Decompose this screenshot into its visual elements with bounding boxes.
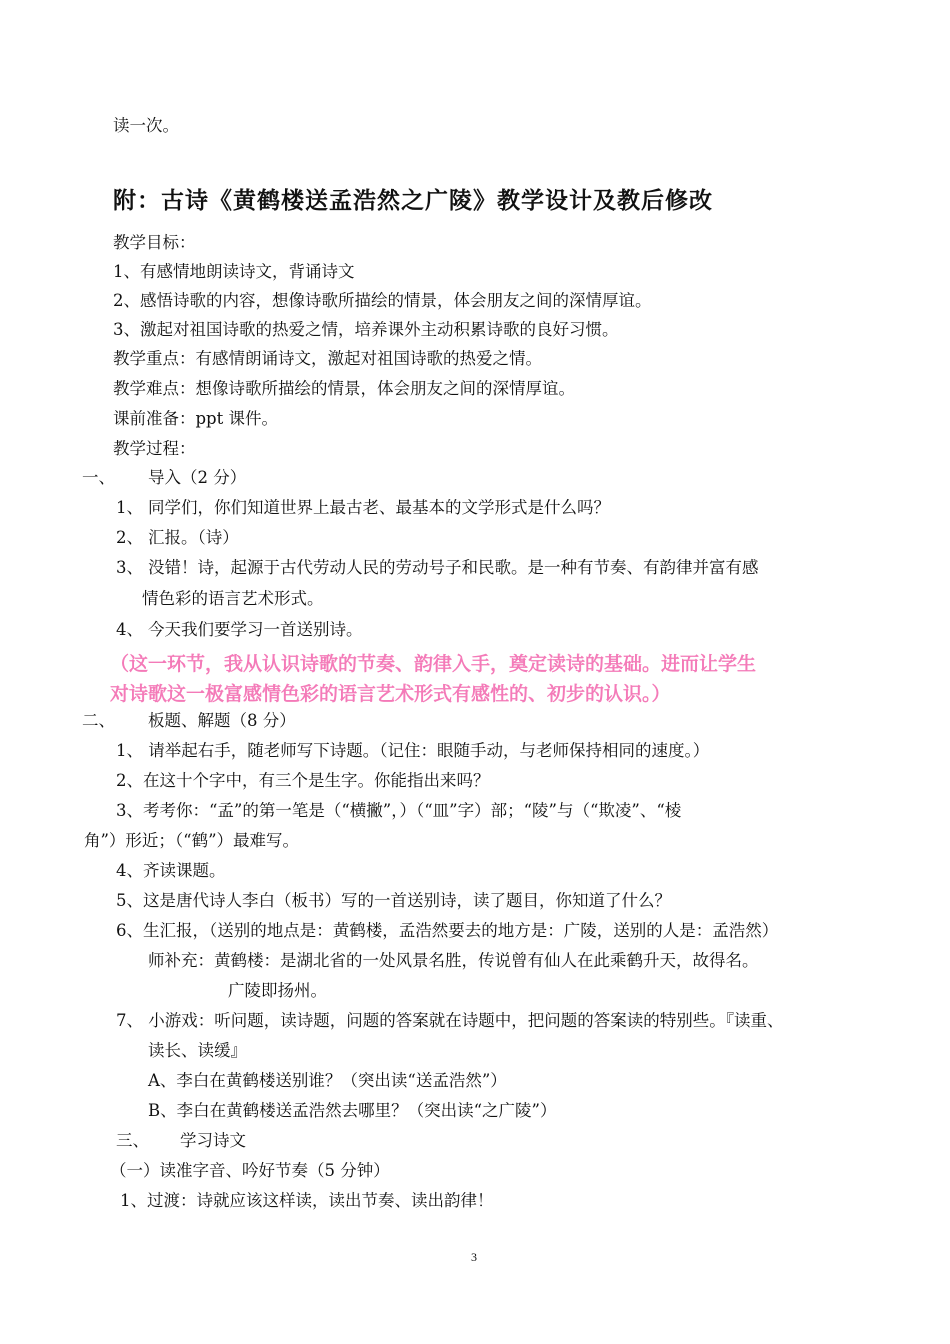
text-line: 1、 请举起右手，随老师写下诗题。（记住：眼随手动，与老师保持相同的速度。） [116, 741, 710, 760]
text-line: 教学目标： [113, 233, 196, 252]
item-text: 没错！诗，起源于古代劳动人民的劳动号子和民歌。是一种有节奏、有韵律并富有感 [148, 558, 759, 577]
text-line: 3、考考你：“孟”的第一笔是（“横撇”，）（“皿”字）部；“陵”与（“欺凌”、“棱 [116, 801, 682, 820]
section-number: 二、 [82, 711, 115, 730]
page-number: 3 [471, 1250, 477, 1264]
text-line: 读长、读缓』 [148, 1041, 247, 1060]
text-line: 课前准备：ppt 课件。 [113, 409, 278, 428]
item-number: 2、 [116, 528, 143, 547]
text-line: 6、生汇报，（送别的地点是：黄鹤楼，孟浩然要去的地方是：广陵，送别的人是：孟浩然） [116, 921, 779, 940]
text-line: 2、在这十个字中，有三个是生字。你能指出来吗？ [116, 771, 490, 790]
text-line: 教学重点：有感情朗诵诗文，激起对祖国诗歌的热爱之情。 [113, 349, 542, 368]
section-number: 三、 [116, 1131, 149, 1150]
item-text: 汇报。（诗） [148, 528, 239, 547]
text-line: 2、感悟诗歌的内容，想像诗歌所描绘的情景，体会朋友之间的深情厚谊。 [113, 291, 652, 310]
text-line: A、李白在黄鹤楼送别谁？（突出读“送孟浩然”） [148, 1071, 507, 1090]
subsection-heading: （一）读准字音、吟好节奏（5 分钟） [110, 1161, 390, 1180]
text-line: 1、过渡：诗就应该这样读，读出节奏、读出韵律！ [120, 1191, 494, 1210]
teacher-note: （这一环节，我从认识诗歌的节奏、韵律入手，奠定读诗的基础。进而让学生 [110, 653, 757, 675]
item-text: 同学们，你们知道世界上最古老、最基本的文学形式是什么吗？ [148, 498, 610, 517]
section-number: 一、 [82, 468, 115, 487]
text-line: 教学难点：想像诗歌所描绘的情景，体会朋友之间的深情厚谊。 [113, 379, 575, 398]
section-heading: 学习诗文 [180, 1131, 246, 1150]
text-line: 师补充：黄鹤楼：是湖北省的一处风景名胜，传说曾有仙人在此乘鹤升天，故得名。 [148, 951, 759, 970]
text-line: 5、这是唐代诗人李白（板书）写的一首送别诗，读了题目，你知道了什么？ [116, 891, 671, 910]
document-title: 附：古诗《黄鹤楼送孟浩然之广陵》教学设计及教后修改 [113, 188, 713, 214]
text-line: 1、有感情地朗读诗文，背诵诗文 [113, 262, 355, 281]
text-line: 4、齐读课题。 [116, 861, 226, 880]
item-text: 今天我们要学习一首送别诗。 [148, 620, 363, 639]
item-number: 4、 [116, 620, 143, 639]
item-number: 3、 [116, 558, 143, 577]
text-line: B、李白在黄鹤楼送孟浩然去哪里？（突出读“之广陵”） [148, 1101, 557, 1120]
text-line: 读一次。 [113, 116, 179, 135]
item-number: 1、 [116, 498, 143, 517]
text-line: 3、激起对祖国诗歌的热爱之情，培养课外主动积累诗歌的良好习惯。 [113, 320, 619, 339]
text-line: 角”）形近；（“鹤”）最难写。 [84, 831, 300, 850]
text-line: 广陵即扬州。 [228, 981, 327, 1000]
text-line: 7、 小游戏：听问题，读诗题，问题的答案就在诗题中，把问题的答案读的特别些。『读重、 [116, 1011, 784, 1030]
item-text: 情色彩的语言艺术形式。 [142, 589, 324, 608]
section-heading: 板题、解题（8 分） [148, 711, 296, 730]
teacher-note: 对诗歌这一极富感情色彩的语言艺术形式有感性的、初步的认识。） [110, 683, 671, 705]
text-line: 教学过程： [113, 439, 196, 458]
section-heading: 导入（2 分） [148, 468, 247, 487]
